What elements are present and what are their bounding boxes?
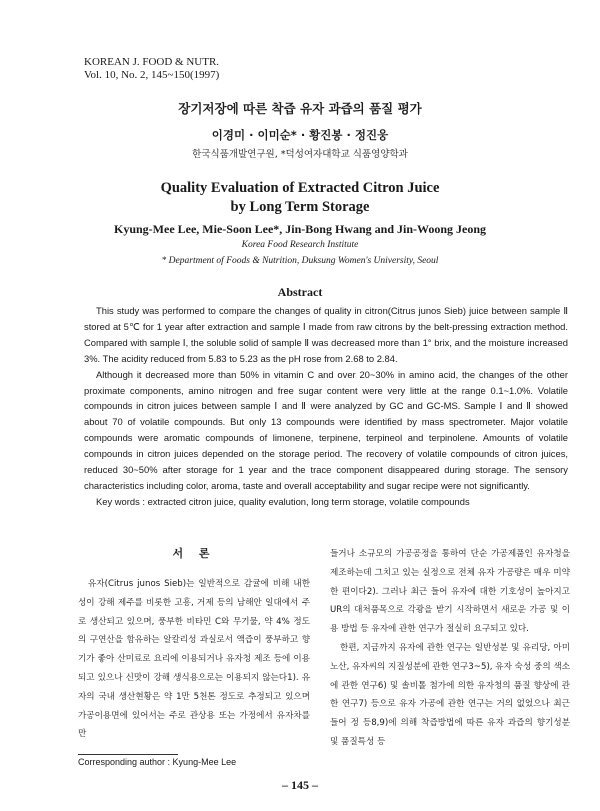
intro-paragraph-1-continued: 들거나 소규모의 가공공정을 통하여 단순 가공제품인 유자청을 제조하는데 그치고 있는 실정으로 전체 유자 가공량은 매우 미약한 편이다2). 그러나 최근 들어 유자에 대한 기호성이 높아지고 UR의 대처품목으로 각광을 받기 시작하면서 새로운 가공 및 이용 방법 등 유자에 관한 연구가 절실히 요구되고 있다. [330,549,570,635]
page-number: – 145 – [282,778,318,792]
abstract-heading: Abstract [277,285,323,299]
keywords: Key words : extracted citron juice, quality evalution, long term storage, volatile compounds [96,495,470,507]
journal-volume: Vol. 10, No. 2, 145~150(1997) [84,69,220,81]
footnote-divider [78,754,178,755]
abstract-paragraph-2: Although it decreased more than 50% in vitamin C and over 20~30% in amino acid, the changes of the other proximate components, amino nitrogen and free sugar content were very little at the range 0.1~1.0%. Volatile compounds in citron juices between sample Ⅰ and Ⅱ were analyzed by GC and GC-MS. Sample Ⅰ and Ⅱ showed about 70 of volatile compounds. But only 13 compounds were identified by mass spectrometer. Major volatile compounds were aromatic compounds of limonene, terpinene, terpineol and terpinolene. Amounts of volatile compounds in citron juices depended on the storage period. The recovery of volatile compounds of citron juices, reduced 30~50% after storage for 1 year and the trace component disappeared during storage. The sensory characteristics including color, aroma, taste and overall acceptability and sugar recipe were not significantly. [84,368,568,491]
korean-title: 장기저장에 따른 착즙 유자 과즙의 품질 평가 [178,101,422,116]
english-title [0,179,600,217]
intro-paragraph-1: 유자(Citrus junos Sieb)는 일반적으로 감귤에 비해 내한성이 강해 제주를 비롯한 고흥, 거제 등의 남해안 일대에서 주로 생산되고 있으며, 풍부한 비타민 C와 무기물, 약 4% 정도의 구연산을 함유하는 알칼리성 과실로서 액즙이 풍부하고 향기가 좋아 산미료로 요리에 이용되거나 유자청 제조 등에 이용되고 있으나 신맛이 강해 생식용으로는 이용되지 않는다1). 유자의 국내 생산현황은 약 1만 5천톤 정도로 추정되고 있으며 가공이용면에 있어서는 주로 관상용 또는 가정에서 유자차를 만 [78,579,310,740]
english-institute: Korea Food Research Institute [241,240,359,250]
right-column-text [330,545,570,752]
journal-citation [84,56,219,82]
corresponding-author-footnote: Corresponding author : Kyung-Mee Lee [78,757,237,767]
abstract-body [84,303,568,510]
english-title-line-1: Quality Evaluation of Extracted Citron Juice [160,180,440,196]
english-title-line-2: by Long Term Storage [230,199,370,215]
left-column-text [78,575,310,744]
korean-authors: 이경미 · 이미순* · 황진봉 · 정진웅 [211,128,389,142]
intro-paragraph-2: 한편, 지금까지 유자에 관한 연구는 일반성분 및 유리당, 아미노산, 유자씨의 지질성분에 관한 연구3~5), 유자 숙성 중의 색소에 관한 연구6) 및 솔비톨 첨가에 의한 유자청의 품질 향상에 관한 연구7) 등으로 유자 가공에 관한 연구는 거의 없었으나 최근 들어 정 등8,9)에 의해 착즙방법에 따른 유자 과즙의 향기성분 및 품질특성 등 [330,642,570,747]
korean-affiliation: 한국식품개발연구원, *덕성여자대학교 식품영양학과 [192,149,408,160]
english-affiliation: * Department of Foods & Nutrition, Duksung Women's University, Seoul [161,256,439,266]
journal-name: KOREAN J. FOOD & NUTR. [84,56,220,68]
right-column [330,545,570,752]
introduction-heading: 서 론 [172,547,216,560]
abstract-paragraph-1: This study was performed to compare the changes of quality in citron(Citrus junos Sieb) juice between sample Ⅱ stored at 5℃ for 1 year after extraction and sample Ⅰ made from raw citrons by the belt-pressing extraction method. Compared with sample Ⅰ, the soluble solid of sample Ⅱ was decreased more than 1° brix, and the moisture increased 3%. The acidity reduced from 5.83 to 5.23 as the pH rose from 2.68 to 2.84. [84,305,568,364]
left-column [78,545,310,744]
english-authors: Kyung-Mee Lee, Mie-Soon Lee*, Jin-Bong Hwang and Jin-Woong Jeong [113,222,487,236]
